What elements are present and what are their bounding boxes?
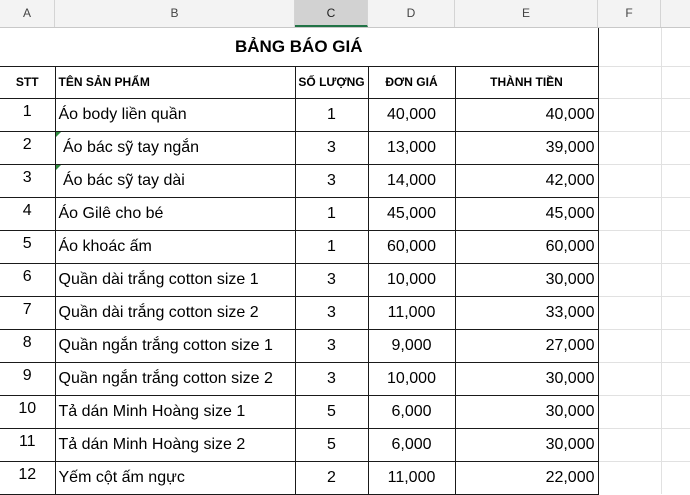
- cell-stt[interactable]: [0, 131, 55, 164]
- cell-product-name[interactable]: [55, 230, 295, 263]
- cell-product-name-text: Quần dài trắng cotton size 1: [58, 270, 259, 288]
- cell-total-text: 27,000: [545, 336, 595, 354]
- cell-total[interactable]: [455, 263, 598, 296]
- cell-product-name-text: Áo Gilê cho bé: [58, 204, 164, 222]
- cell-quantity-text: 3: [327, 369, 336, 387]
- error-indicator-icon[interactable]: [56, 165, 61, 170]
- header-total[interactable]: THÀNH TIỀN: [455, 66, 598, 98]
- cell-product-name[interactable]: [55, 362, 295, 395]
- cell-total[interactable]: [455, 329, 598, 362]
- cell-quantity[interactable]: [295, 395, 368, 428]
- cell-unit-price[interactable]: [368, 197, 455, 230]
- table-row: [0, 296, 598, 329]
- sheet-title[interactable]: BẢNG BÁO GIÁ: [0, 28, 598, 66]
- cell-unit-price-text: 10,000: [387, 369, 436, 387]
- cell-stt-text: 4: [22, 201, 32, 219]
- cell-stt[interactable]: [0, 197, 55, 230]
- header-stt[interactable]: STT: [0, 66, 55, 98]
- cell-unit-price[interactable]: [368, 296, 455, 329]
- cell-product-name[interactable]: [55, 461, 295, 494]
- cell-total[interactable]: [455, 197, 598, 230]
- column-header-c[interactable]: C: [295, 0, 368, 27]
- cell-total[interactable]: [455, 461, 598, 494]
- column-header-e[interactable]: E: [455, 0, 598, 27]
- cell-total[interactable]: [455, 164, 598, 197]
- cell-stt[interactable]: [0, 98, 55, 131]
- cell-quantity[interactable]: [295, 296, 368, 329]
- cell-stt[interactable]: [0, 164, 55, 197]
- cell-quantity-text: 2: [327, 468, 336, 486]
- cell-stt-text: 7: [22, 300, 32, 318]
- cell-unit-price-text: 6,000: [391, 435, 432, 453]
- cell-total-text: 40,000: [545, 105, 595, 123]
- cell-stt[interactable]: [0, 263, 55, 296]
- table-row: [0, 395, 598, 428]
- column-header-f[interactable]: F: [598, 0, 661, 27]
- table-row: [0, 197, 598, 230]
- cell-quantity-text: 5: [327, 435, 336, 453]
- cell-product-name-text: Áo khoác ấm: [58, 237, 152, 255]
- table-row: [0, 329, 598, 362]
- cell-total-text: 33,000: [545, 303, 595, 321]
- cell-total-text: 30,000: [545, 270, 595, 288]
- price-quote-table: [0, 28, 599, 495]
- cell-total-text: 22,000: [545, 468, 595, 486]
- cell-unit-price[interactable]: [368, 461, 455, 494]
- cell-stt[interactable]: [0, 362, 55, 395]
- cell-stt[interactable]: [0, 461, 55, 494]
- cell-quantity[interactable]: [295, 329, 368, 362]
- cell-quantity-text: 3: [327, 138, 336, 156]
- cell-quantity[interactable]: [295, 263, 368, 296]
- cell-total-text: 45,000: [545, 204, 595, 222]
- cell-stt-text: 3: [22, 168, 32, 186]
- cell-quantity-text: 1: [327, 204, 336, 222]
- cell-stt[interactable]: [0, 428, 55, 461]
- table-row: [0, 164, 598, 197]
- cell-unit-price[interactable]: [368, 329, 455, 362]
- cell-stt[interactable]: [0, 296, 55, 329]
- column-header-b[interactable]: B: [55, 0, 295, 27]
- cell-unit-price-text: 40,000: [387, 105, 436, 123]
- header-quantity[interactable]: SỐ LƯỢNG: [295, 66, 368, 98]
- cell-unit-price-text: 10,000: [387, 270, 436, 288]
- cell-product-name[interactable]: [55, 131, 295, 164]
- cell-quantity[interactable]: [295, 362, 368, 395]
- cell-unit-price-text: 11,000: [387, 468, 436, 486]
- column-header-g[interactable]: [661, 0, 690, 27]
- worksheet[interactable]: [0, 28, 690, 494]
- cell-total-text: 30,000: [545, 402, 595, 420]
- cell-total[interactable]: [455, 395, 598, 428]
- table-row: [0, 131, 598, 164]
- table-row: [0, 428, 598, 461]
- cell-product-name[interactable]: [55, 329, 295, 362]
- header-product-name[interactable]: TÊN SẢN PHẨM: [55, 66, 295, 98]
- cell-total[interactable]: [455, 428, 598, 461]
- cell-product-name[interactable]: [55, 263, 295, 296]
- cell-unit-price[interactable]: [368, 98, 455, 131]
- cell-product-name[interactable]: [55, 395, 295, 428]
- cell-product-name[interactable]: [55, 98, 295, 131]
- cell-stt-text: 9: [22, 366, 32, 384]
- cell-product-name[interactable]: [55, 164, 295, 197]
- cell-stt-text: 5: [22, 234, 32, 252]
- cell-total-text: 30,000: [545, 435, 595, 453]
- table-row: [0, 362, 598, 395]
- cell-total[interactable]: [455, 230, 598, 263]
- cell-total-text: 39,000: [545, 138, 595, 156]
- cell-unit-price-text: 9,000: [391, 336, 432, 354]
- column-header-a[interactable]: A: [0, 0, 55, 27]
- cell-product-name-text: Yếm cột ấm ngực: [58, 468, 185, 486]
- table-row: [0, 98, 598, 131]
- cell-total[interactable]: [455, 296, 598, 329]
- cell-product-name[interactable]: [55, 197, 295, 230]
- cell-total[interactable]: [455, 98, 598, 131]
- cell-total-text: 60,000: [545, 237, 595, 255]
- cell-quantity[interactable]: [295, 131, 368, 164]
- cell-stt-text: 2: [22, 135, 32, 153]
- table-row: [0, 461, 598, 494]
- cell-stt-text: 8: [22, 333, 32, 351]
- cell-quantity[interactable]: [295, 230, 368, 263]
- cell-stt-text: 6: [22, 267, 32, 285]
- cell-unit-price-text: 45,000: [387, 204, 436, 222]
- cell-product-name-text: Áo bác sỹ tay dài: [58, 171, 185, 189]
- cell-quantity-text: 1: [327, 237, 336, 255]
- cell-unit-price-text: 6,000: [391, 402, 432, 420]
- cell-quantity-text: 3: [327, 270, 336, 288]
- cell-stt[interactable]: [0, 395, 55, 428]
- cell-stt-text: 11: [18, 432, 36, 450]
- cell-stt-text: 10: [18, 399, 37, 417]
- cell-total-text: 30,000: [545, 369, 595, 387]
- cell-quantity-text: 1: [327, 105, 336, 123]
- table-row: [0, 230, 598, 263]
- cell-unit-price[interactable]: [368, 230, 455, 263]
- cell-quantity[interactable]: [295, 98, 368, 131]
- cell-stt[interactable]: [0, 230, 55, 263]
- cell-product-name-text: Quần dài trắng cotton size 2: [58, 303, 259, 321]
- column-header-d[interactable]: D: [368, 0, 455, 27]
- cell-unit-price[interactable]: [368, 263, 455, 296]
- cell-stt-text: 1: [22, 102, 32, 120]
- error-indicator-icon[interactable]: [56, 132, 61, 137]
- cell-total[interactable]: [455, 131, 598, 164]
- cell-stt[interactable]: [0, 329, 55, 362]
- cell-unit-price-text: 13,000: [387, 138, 436, 156]
- cell-total[interactable]: [455, 362, 598, 395]
- cell-unit-price[interactable]: [368, 395, 455, 428]
- cell-unit-price[interactable]: [368, 164, 455, 197]
- cell-unit-price[interactable]: [368, 428, 455, 461]
- cell-unit-price-text: 60,000: [387, 237, 436, 255]
- cell-quantity-text: 3: [327, 336, 336, 354]
- cell-product-name-text: Áo body liền quần: [58, 105, 187, 123]
- cell-quantity[interactable]: [295, 164, 368, 197]
- cell-product-name-text: Quần ngắn trắng cotton size 1: [58, 336, 273, 354]
- cell-unit-price[interactable]: [368, 362, 455, 395]
- table-row: [0, 263, 598, 296]
- cell-unit-price-text: 14,000: [387, 171, 436, 189]
- cell-unit-price[interactable]: [368, 131, 455, 164]
- cell-product-name-text: Áo bác sỹ tay ngắn: [58, 138, 200, 156]
- cell-unit-price-text: 11,000: [387, 303, 436, 321]
- cell-product-name-text: Tả dán Minh Hoàng size 2: [58, 435, 246, 453]
- cell-product-name-text: Tả dán Minh Hoàng size 1: [58, 402, 246, 420]
- cell-quantity-text: 5: [327, 402, 336, 420]
- cell-product-name-text: Quần ngắn trắng cotton size 2: [58, 369, 273, 387]
- cell-product-name[interactable]: [55, 296, 295, 329]
- header-unit-price[interactable]: ĐƠN GIÁ: [368, 66, 455, 98]
- cell-quantity-text: 3: [327, 171, 336, 189]
- cell-quantity[interactable]: [295, 197, 368, 230]
- cell-stt-text: 12: [18, 465, 37, 483]
- cell-quantity[interactable]: [295, 461, 368, 494]
- cell-total-text: 42,000: [545, 171, 595, 189]
- column-header-bar: [0, 0, 690, 28]
- cell-quantity-text: 3: [327, 303, 336, 321]
- cell-quantity[interactable]: [295, 428, 368, 461]
- table-header-row: [0, 66, 598, 98]
- cell-product-name[interactable]: [55, 428, 295, 461]
